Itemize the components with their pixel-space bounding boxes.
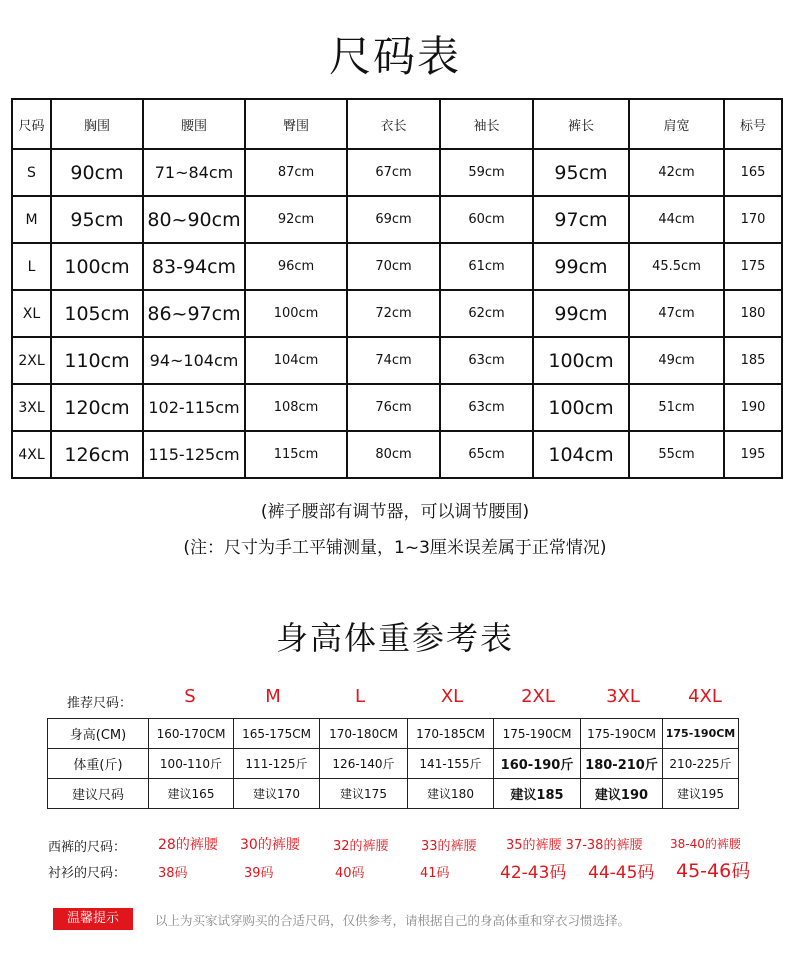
table-cell: 95cm (51, 196, 143, 243)
table-cell: 建议195 (663, 779, 739, 809)
size-chart-table (11, 98, 783, 479)
table-cell: 99cm (533, 243, 629, 290)
table-cell: 55cm (629, 431, 724, 478)
waist-adjuster-note: (裤子腰部有调节器，可以调节腰围) (260, 502, 530, 522)
table-cell: 建议170 (234, 779, 320, 809)
header-cell: 胸围 (51, 99, 143, 149)
table-cell: 195 (724, 431, 782, 478)
recommended-size: L (354, 686, 366, 707)
size-chart-title: 尺码表 (328, 32, 461, 81)
table-cell: 65cm (440, 431, 533, 478)
table-cell: 160-190斤 (494, 749, 581, 779)
table-cell: 4XL (12, 431, 51, 478)
table-row (48, 749, 739, 779)
table-cell: 180-210斤 (581, 749, 663, 779)
table-cell: 95cm (533, 149, 629, 196)
table-cell: 63cm (440, 337, 533, 384)
recommended-size: 4XL (688, 686, 722, 707)
recommended-size: XL (440, 686, 464, 707)
shirt-size-label: 衬衫的尺码： (48, 866, 127, 881)
table-row (48, 719, 739, 749)
pants-size: 38-40的裤腰 (670, 837, 741, 851)
header-cell: 衣长 (347, 99, 440, 149)
table-cell: 44cm (629, 196, 724, 243)
table-cell: 180 (724, 290, 782, 337)
recommended-size-label: 推荐尺码： (67, 696, 133, 711)
shirt-size: 41码 (420, 866, 450, 881)
pants-size: 28的裤腰 (158, 837, 218, 853)
shirt-size: 45-46码 (676, 860, 751, 882)
table-cell: 70cm (347, 243, 440, 290)
table-row (12, 149, 782, 196)
size-chart-header-row (12, 99, 782, 149)
table-cell: 62cm (440, 290, 533, 337)
recommended-size: M (265, 686, 281, 707)
table-cell: 115cm (245, 431, 347, 478)
table-row (12, 290, 782, 337)
table-cell: 83-94cm (143, 243, 245, 290)
table-row (12, 243, 782, 290)
table-cell: 170-185CM (408, 719, 494, 749)
body-chart-table (47, 718, 739, 809)
table-cell: 100cm (533, 384, 629, 431)
table-cell: 115-125cm (143, 431, 245, 478)
table-cell: 210-225斤 (663, 749, 739, 779)
table-cell: L (12, 243, 51, 290)
table-cell: 100cm (533, 337, 629, 384)
table-cell: 47cm (629, 290, 724, 337)
tip-text: 以上为买家试穿购买的合适尺码，仅供参考，请根据自己的身高体重和穿衣习惯选择。 (155, 913, 631, 928)
table-cell: S (12, 149, 51, 196)
table-row (12, 196, 782, 243)
table-cell: 61cm (440, 243, 533, 290)
table-cell: 建议190 (581, 779, 663, 809)
table-cell: 175-190CM (663, 719, 739, 749)
table-cell: 76cm (347, 384, 440, 431)
table-cell: 49cm (629, 337, 724, 384)
table-cell: 建议175 (320, 779, 408, 809)
table-cell: 51cm (629, 384, 724, 431)
table-cell: 185 (724, 337, 782, 384)
table-cell: 建议185 (494, 779, 581, 809)
header-cell: 臀围 (245, 99, 347, 149)
table-cell: 71~84cm (143, 149, 245, 196)
table-cell: 165-175CM (234, 719, 320, 749)
table-row (48, 779, 739, 809)
header-cell: 尺码 (12, 99, 51, 149)
table-cell: 141-155斤 (408, 749, 494, 779)
table-cell: 126-140斤 (320, 749, 408, 779)
table-cell: 80~90cm (143, 196, 245, 243)
table-cell: 87cm (245, 149, 347, 196)
table-cell: XL (12, 290, 51, 337)
table-cell: 60cm (440, 196, 533, 243)
table-cell: 97cm (533, 196, 629, 243)
table-cell: 94~104cm (143, 337, 245, 384)
table-cell: 86~97cm (143, 290, 245, 337)
table-cell: 92cm (245, 196, 347, 243)
table-cell: 80cm (347, 431, 440, 478)
pants-size: 32的裤腰 (333, 839, 389, 854)
table-cell: 100cm (51, 243, 143, 290)
shirt-size: 38码 (158, 866, 188, 881)
table-cell: 108cm (245, 384, 347, 431)
table-cell: 102-115cm (143, 384, 245, 431)
header-cell: 肩宽 (629, 99, 724, 149)
table-cell: 190 (724, 384, 782, 431)
table-cell: 90cm (51, 149, 143, 196)
table-row (12, 431, 782, 478)
pants-size: 35的裤腰 37-38的裤腰 (506, 838, 643, 853)
table-cell: 175-190CM (581, 719, 663, 749)
table-cell: 59cm (440, 149, 533, 196)
header-cell: 裤长 (533, 99, 629, 149)
table-cell: 105cm (51, 290, 143, 337)
table-cell: 建议165 (149, 779, 234, 809)
table-cell: 100cm (245, 290, 347, 337)
table-cell: 63cm (440, 384, 533, 431)
pants-size: 30的裤腰 (240, 837, 300, 853)
measurement-note: (注：尺寸为手工平铺测量，1~3厘米误差属于正常情况) (183, 538, 607, 558)
table-cell: 2XL (12, 337, 51, 384)
table-cell: 165 (724, 149, 782, 196)
pants-size: 33的裤腰 (421, 839, 477, 854)
table-cell: 99cm (533, 290, 629, 337)
table-cell: 104cm (533, 431, 629, 478)
shirt-size: 40码 (335, 866, 365, 881)
shirt-size: 42-43码 (500, 863, 567, 883)
table-cell: 126cm (51, 431, 143, 478)
header-cell: 腰围 (143, 99, 245, 149)
table-cell: 160-170CM (149, 719, 234, 749)
table-cell: 170-180CM (320, 719, 408, 749)
body-chart-title: 身高体重参考表 (275, 619, 514, 657)
recommended-size: 3XL (606, 686, 640, 707)
table-row (12, 337, 782, 384)
table-cell: 100-110斤 (149, 749, 234, 779)
row-label: 建议尺码 (48, 779, 149, 809)
tip-badge: 温馨提示 (53, 908, 133, 930)
table-cell: 67cm (347, 149, 440, 196)
shirt-size: 44-45码 (588, 863, 655, 883)
table-row (12, 384, 782, 431)
table-cell: 170 (724, 196, 782, 243)
table-cell: 110cm (51, 337, 143, 384)
table-cell: 175 (724, 243, 782, 290)
header-cell: 袖长 (440, 99, 533, 149)
recommended-size: S (184, 686, 196, 707)
shirt-size: 39码 (244, 866, 274, 881)
table-cell: 120cm (51, 384, 143, 431)
table-cell: 3XL (12, 384, 51, 431)
pants-size-label: 西裤的尺码： (48, 840, 127, 855)
table-cell: 96cm (245, 243, 347, 290)
table-cell: M (12, 196, 51, 243)
table-cell: 104cm (245, 337, 347, 384)
recommended-size: 2XL (521, 686, 555, 707)
row-label: 体重(斤) (48, 749, 149, 779)
table-cell: 74cm (347, 337, 440, 384)
table-cell: 175-190CM (494, 719, 581, 749)
header-cell: 标号 (724, 99, 782, 149)
table-cell: 建议180 (408, 779, 494, 809)
row-label: 身高(CM) (48, 719, 149, 749)
table-cell: 72cm (347, 290, 440, 337)
table-cell: 111-125斤 (234, 749, 320, 779)
table-cell: 45.5cm (629, 243, 724, 290)
table-cell: 69cm (347, 196, 440, 243)
table-cell: 42cm (629, 149, 724, 196)
